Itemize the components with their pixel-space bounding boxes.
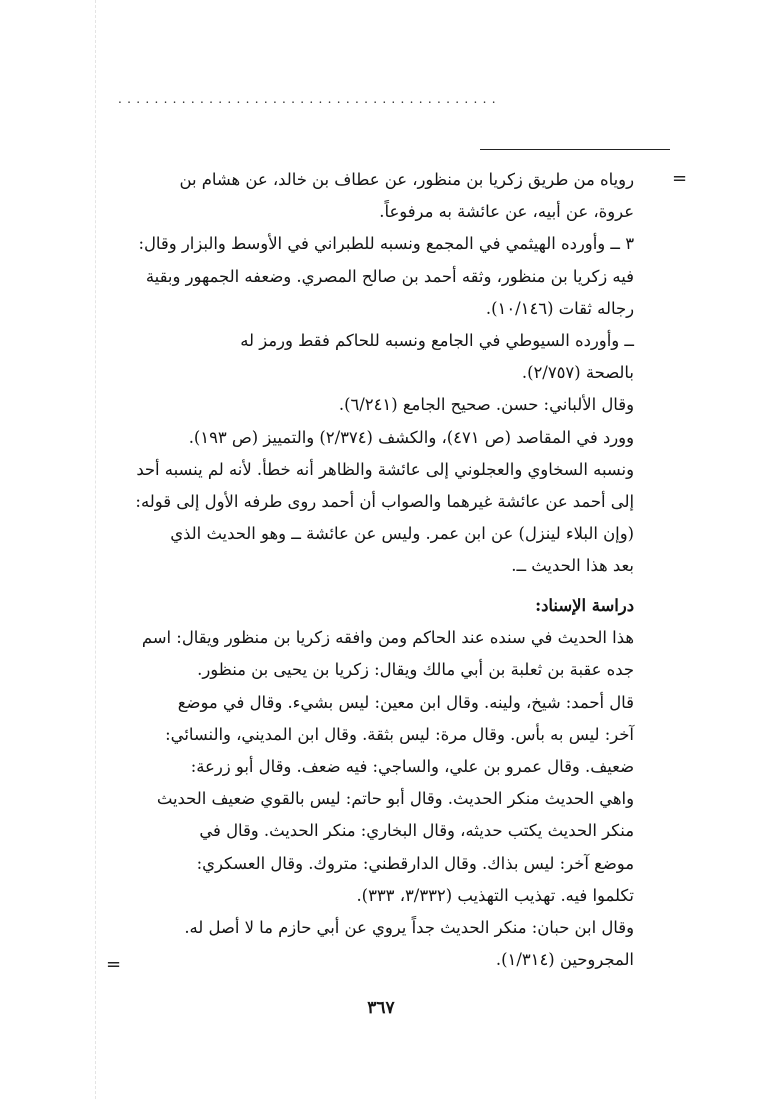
section-heading: دراسة الإسناد:	[535, 596, 634, 615]
text-line: قال أحمد: شيخ، ولينه. وقال ابن معين: ليس بشيء. وقال في موضع	[177, 692, 634, 712]
text-line: جده عقبة بن ثعلبة بن أبي مالك ويقال: زكريا بن يحيى بن منظور.	[197, 660, 634, 680]
text-line: المجروحين (١/٣١٤).	[495, 950, 634, 970]
text-line: ونسبه السخاوي والعجلوني إلى عائشة والظاهر أنه خطأ. لأنه لم ينسبه أحد	[136, 459, 634, 479]
text-line: ضعيف. وقال عمرو بن علي، والساجي: فيه ضعف. وقال أبو زرعة:	[190, 757, 634, 777]
continuation-mark-top: =	[672, 168, 688, 189]
page-number: ٣٦٧	[367, 998, 395, 1018]
text-line: منكر الحديث يكتب حديثه، وقال البخاري: منكر الحديث. وقال في	[199, 821, 634, 841]
text-line: بعد هذا الحديث ــ.	[511, 556, 634, 576]
continuation-mark-bottom: =	[106, 954, 122, 975]
text-line: ــ وأورده السيوطي في الجامع ونسبه للحاكم فقط ورمز له	[240, 331, 634, 351]
page-edge	[95, 0, 96, 1099]
text-line: آخر: ليس به بأس. وقال مرة: ليس بثقة. وقال ابن المديني، والنسائي:	[165, 724, 634, 744]
text-line: إلى أحمد عن عائشة غيرهما والصواب أن أحمد روى طرفه الأول إلى قوله:	[135, 492, 634, 512]
text-line: تكلموا فيه. تهذيب التهذيب (٣/٣٣٢، ٣٣٣).	[356, 885, 634, 905]
text-line: رجاله ثقات (١٠/١٤٦).	[485, 298, 634, 318]
text-line: موضع آخر: ليس بذاك. وقال الدارقطني: متروك. وقال العسكري:	[196, 853, 634, 873]
text-line: (وإن البلاء لينزل) عن ابن عمر. وليس عن عائشة ــ وهو الحديث الذي	[170, 524, 634, 544]
text-line: فيه زكريا بن منظور، وثقه أحمد بن صالح المصري. وضعفه الجمهور وبقية	[145, 266, 634, 286]
text-line: بالصحة (٢/٧٥٧).	[521, 363, 634, 383]
text-line: هذا الحديث في سنده عند الحاكم ومن وافقه زكريا بن منظور ويقال: اسم	[141, 628, 634, 648]
text-line: وقال الألباني: حسن. صحيح الجامع (٦/٢٤١).	[338, 395, 634, 415]
text-line: عروة، عن أبيه، عن عائشة به مرفوعاً.	[379, 202, 634, 222]
text-line: روياه من طريق زكريا بن منظور، عن عطاف بن خالد، عن هشام بن	[179, 170, 634, 189]
text-line: واهي الحديث منكر الحديث. وقال أبو حاتم: ليس بالقوي ضعيف الحديث	[156, 789, 634, 809]
footnote-rule	[480, 149, 670, 150]
footnote-block	[110, 164, 634, 583]
dotted-separator: ..........................................	[118, 92, 501, 106]
text-line: وورد في المقاصد (ص ٤٧١)، والكشف (٢/٣٧٤) والتمييز (ص ١٩٣).	[188, 427, 634, 447]
text-line: وقال ابن حبان: منكر الحديث جداً يروي عن أبي حازم ما لا أصل له.	[184, 918, 634, 938]
text-line: ٣ ــ وأورده الهيثمي في المجمع ونسبه للطبراني في الأوسط والبزار وقال:	[138, 234, 634, 254]
isnad-section	[110, 590, 634, 976]
